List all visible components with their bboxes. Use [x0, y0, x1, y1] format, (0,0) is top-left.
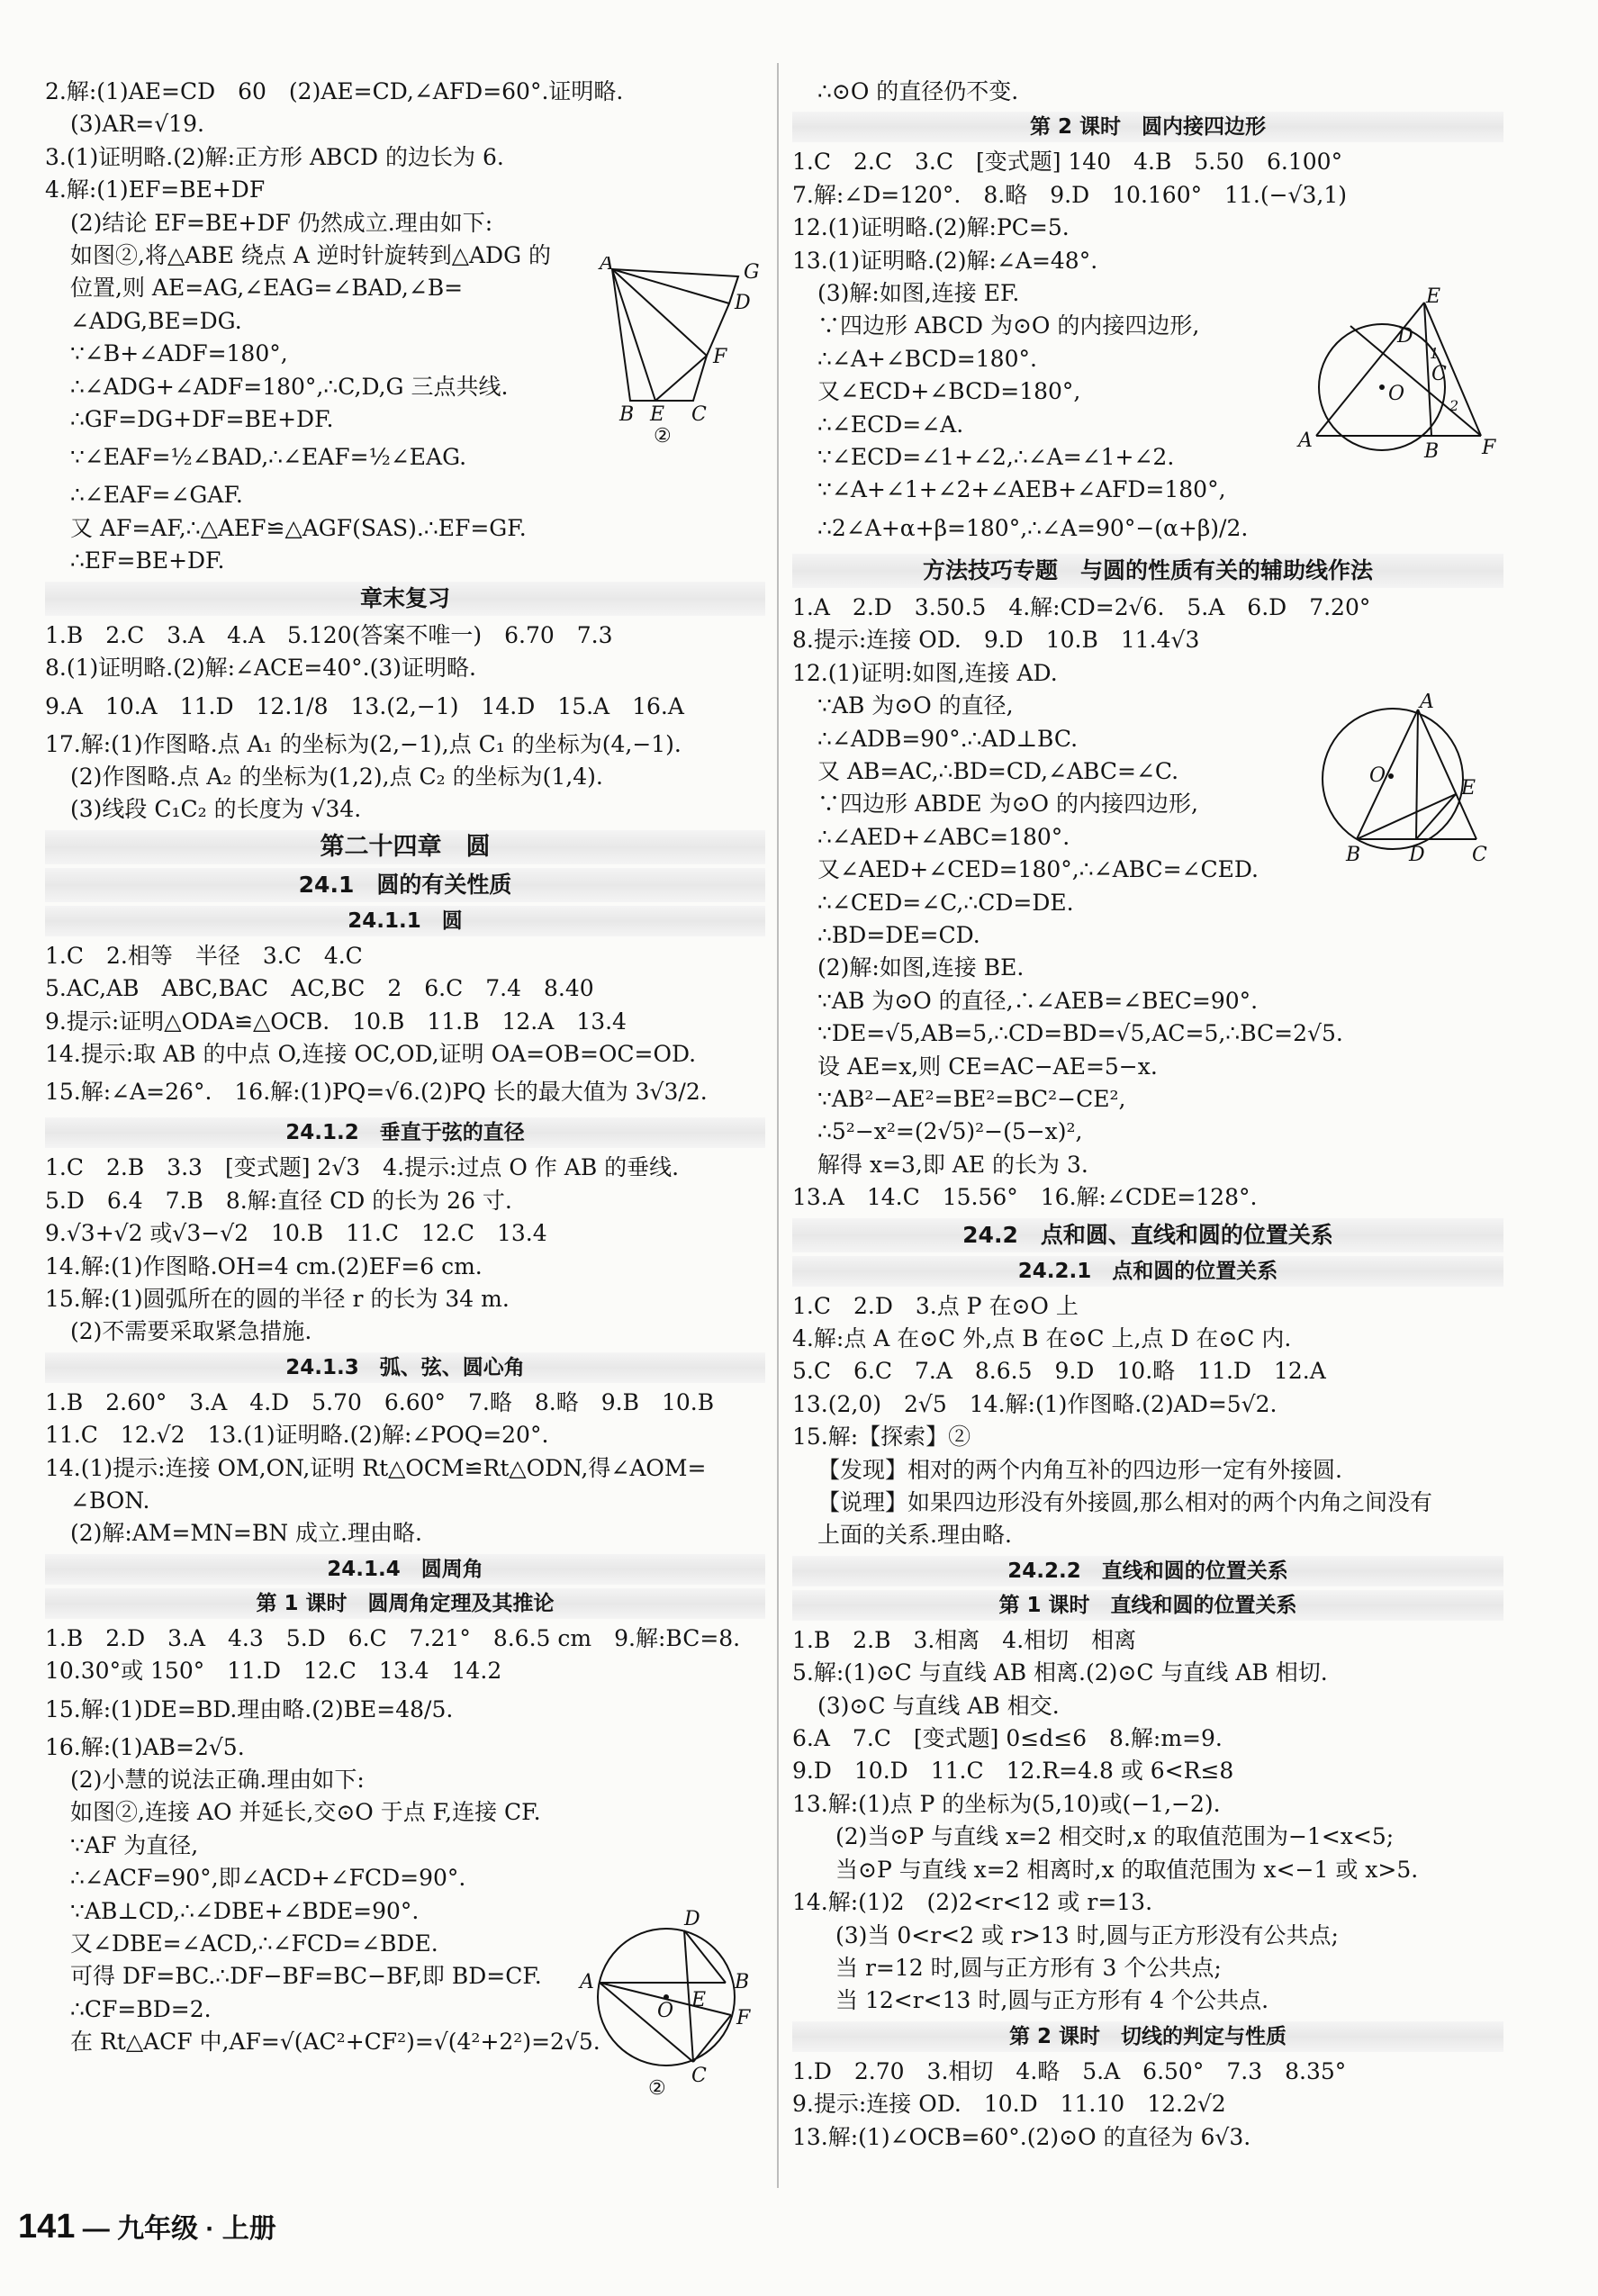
answer-line: 又 AF=AF,∴△AEF≌△AGF(SAS).∴EF=GF.	[70, 514, 527, 541]
fig-label: A	[600, 257, 614, 275]
answer-line: 5.C 6.C 7.A 8.6.5 9.D 10.略 11.D 12.A	[792, 1358, 1326, 1385]
answer-line: 设 AE=x,则 CE=AC−AE=5−x.	[817, 1053, 1158, 1080]
answer-line: 如图②,将△ABE 绕点 A 逆时针旋转到△ADG 的	[70, 242, 551, 269]
answer-line: 9.提示:连接 OD. 10.D 11.10 12.2√2	[792, 2091, 1226, 2118]
answer-line: 1.D 2.70 3.相切 4.略 5.A 6.50° 7.3 8.35°	[792, 2057, 1347, 2084]
answer-line: 1.B 2.D 3.A 4.3 5.D 6.C 7.21° 8.6.5 cm 9.解:BC=8.	[45, 1624, 741, 1651]
answer-line: 9.√3+√2 或√3−√2 10.B 11.C 12.C 13.4	[45, 1220, 547, 1247]
answer-line: ∵∠EAF=½∠BAD,∴∠EAF=½∠EAG.	[70, 444, 467, 471]
answer-line: ∴∠A+∠BCD=180°.	[817, 345, 1037, 372]
page-number: 141	[18, 2208, 76, 2246]
section-heading: 24.1.2 垂直于弦的直径	[45, 1117, 765, 1148]
answer-line: 如图②,连接 AO 并延长,交⊙O 于点 F,连接 CF.	[70, 1799, 541, 1826]
fig-label: C	[691, 2065, 707, 2087]
answer-line: ∵四边形 ABDE 为⊙O 的内接四边形,	[817, 791, 1198, 818]
section-heading: 24.1 圆的有关性质	[45, 868, 765, 902]
answer-line: 15.解:【探索】②	[792, 1424, 971, 1451]
answer-line: ∴CF=BD=2.	[70, 1995, 212, 2022]
answer-line: 7.解:∠D=120°. 8.略 9.D 10.160° 11.(−√3,1)	[792, 181, 1348, 208]
fig-label: F	[736, 2007, 751, 2029]
fig-label: B	[619, 403, 635, 426]
answer-line: (3)AR=√19.	[70, 111, 204, 138]
answer-line: (2)当⊙P 与直线 x=2 相交时,x 的取值范围为−1<x<5;	[835, 1823, 1395, 1850]
answer-line: 16.解:(1)AB=2√5.	[45, 1733, 245, 1760]
answer-line: 13.解:(1)点 P 的坐标为(5,10)或(−1,−2).	[792, 1790, 1221, 1817]
answer-line: 【说理】如果四边形没有外接圆,那么相对的两个内角之间没有	[817, 1489, 1432, 1516]
answer-line: 12.(1)证明:如图,连接 AD.	[792, 659, 1058, 686]
section-heading: 章末复习	[45, 582, 765, 616]
footer-grade: 九年级 · 上册	[117, 2214, 276, 2244]
answer-line: 在 Rt△ACF 中,AF=√(AC²+CF²)=√(4²+2²)=2√5.	[70, 2029, 600, 2056]
answer-line: ∴∠ACF=90°,即∠ACD+∠FCD=90°.	[70, 1865, 466, 1892]
answer-line: 上面的关系.理由略.	[817, 1522, 1012, 1549]
answer-line: 解得 x=3,即 AE 的长为 3.	[817, 1151, 1088, 1178]
answer-line: 15.解:∠A=26°. 16.解:(1)PQ=√6.(2)PQ 长的最大值为 3√3/2.	[45, 1079, 708, 1106]
answer-line: 12.(1)证明略.(2)解:PC=5.	[792, 214, 1070, 241]
answer-line: 当 12<r<13 时,圆与正方形有 4 个公共点.	[835, 1987, 1269, 2014]
fig-label: E	[691, 1989, 707, 2011]
answer-line: 13.(2,0) 2√5 14.解:(1)作图略.(2)AD=5√2.	[792, 1390, 1277, 1417]
answer-line: (2)小慧的说法正确.理由如下:	[70, 1767, 365, 1794]
fig-label: C	[1472, 844, 1487, 866]
answer-line: 15.解:(1)圆弧所在的圆的半径 r 的长为 34 m.	[45, 1285, 510, 1312]
fig-label: A	[580, 1971, 594, 1993]
section-heading: 第 2 课时 切线的判定与性质	[792, 2021, 1503, 2052]
answer-line: 位置,则 AE=AG,∠EAG=∠BAD,∠B=	[70, 275, 464, 302]
fig-label: O	[657, 2000, 674, 2022]
answer-line: 1.B 2.C 3.A 4.A 5.120(答案不唯一) 6.70 7.3	[45, 621, 613, 648]
answer-line: 1.C 2.B 3.3 [变式题] 2√3 4.提示:过点 O 作 AB 的垂线.	[45, 1154, 680, 1181]
figure-q16-circle	[576, 1909, 765, 2098]
answer-line: 11.C 12.√2 13.(1)证明略.(2)解:∠POQ=20°.	[45, 1422, 549, 1449]
answer-line: 1.C 2.C 3.C [变式题] 140 4.B 5.50 6.100°	[792, 149, 1343, 176]
answer-line: ∴⊙O 的直径仍不变.	[817, 78, 1019, 104]
fig-caption: ②	[648, 2077, 666, 2098]
answer-line: ∵∠ECD=∠1+∠2,∴∠A=∠1+∠2.	[817, 444, 1175, 471]
section-heading: 24.1.1 圆	[45, 906, 765, 936]
answer-line: ∴∠ADG+∠ADF=180°,∴C,D,G 三点共线.	[70, 373, 509, 400]
answer-line: ∵AB²−AE²=BE²=BC²−CE²,	[817, 1085, 1126, 1112]
answer-line: ∴∠AED+∠ABC=180°.	[817, 823, 1070, 850]
answer-line: ∵∠B+∠ADF=180°,	[70, 340, 288, 367]
section-heading: 第二十四章 圆	[45, 830, 765, 864]
answer-line: ∴5²−x²=(2√5)²−(5−x)²,	[817, 1118, 1083, 1145]
fig-label: E	[1426, 286, 1441, 308]
answer-line: 又∠AED+∠CED=180°,∴∠ABC=∠CED.	[817, 856, 1259, 883]
answer-line: (2)结论 EF=BE+DF 仍然成立.理由如下:	[70, 209, 493, 236]
answer-line: ∴∠CED=∠C,∴CD=DE.	[817, 889, 1074, 916]
figure-q4-quadrilateral	[594, 257, 774, 446]
answer-line: (3)当 0<r<2 或 r>13 时,圆与正方形没有公共点;	[835, 1921, 1339, 1948]
fig-label: B	[735, 1971, 750, 1993]
answer-line: 9.A 10.A 11.D 12.1/8 13.(2,−1) 14.D 15.A 16.A	[45, 692, 684, 719]
answer-line: 14.解:(1)2 (2)2<r<12 或 r=13.	[792, 1889, 1153, 1916]
answer-line: 8.提示:连接 OD. 9.D 10.B 11.4√3	[792, 627, 1200, 654]
fig-label: A	[1298, 429, 1313, 452]
answer-line: ∴∠EAF=∠GAF.	[70, 482, 243, 509]
answer-line: ∵AB 为⊙O 的直径,∴∠AEB=∠BEC=90°.	[817, 987, 1259, 1014]
footer-dash: —	[82, 2214, 110, 2244]
answer-line: 13.解:(1)∠OCB=60°.(2)⊙O 的直径为 6√3.	[792, 2123, 1251, 2150]
answer-line: 可得 DF=BC.∴DF−BF=BC−BF,即 BD=CF.	[70, 1963, 542, 1990]
answer-line: ∴GF=DG+DF=BE+DF.	[70, 406, 334, 433]
answer-line: ∵AB 为⊙O 的直径,	[817, 692, 1014, 719]
answer-line: ∵AB⊥CD,∴∠DBE+∠BDE=90°.	[70, 1897, 420, 1924]
fig-label: G	[744, 261, 760, 284]
answer-line: ∴2∠A+α+β=180°,∴∠A=90°−(α+β)/2.	[817, 514, 1249, 541]
answer-line: 4.解:(1)EF=BE+DF	[45, 176, 266, 203]
fig-caption: ②	[654, 425, 672, 446]
answer-line: 1.B 2.60° 3.A 4.D 5.70 6.60° 7.略 8.略 9.B 10.B	[45, 1388, 715, 1415]
answer-line: ∵AF 为直径,	[70, 1831, 199, 1858]
answer-line: 1.A 2.D 3.50.5 4.解:CD=2√6. 5.A 6.D 7.20°	[792, 593, 1371, 620]
answer-line: 2.解:(1)AE=CD 60 (2)AE=CD,∠AFD=60°.证明略.	[45, 78, 624, 104]
answer-line: 1.B 2.B 3.相离 4.相切 相离	[792, 1626, 1137, 1653]
figure-q12-circle	[1319, 693, 1499, 869]
fig-label: E	[1461, 777, 1476, 800]
answer-line: 1.C 2.D 3.点 P 在⊙O 上	[792, 1292, 1079, 1319]
answer-line: 3.(1)证明略.(2)解:正方形 ABCD 的边长为 6.	[45, 143, 504, 170]
answer-line: 当 r=12 时,圆与正方形有 3 个公共点;	[835, 1954, 1222, 1981]
section-heading: 方法技巧专题 与圆的性质有关的辅助线作法	[792, 554, 1503, 588]
fig-label: C	[691, 403, 707, 426]
answer-line: 14.解:(1)作图略.OH=4 cm.(2)EF=6 cm.	[45, 1252, 483, 1279]
section-heading: 24.1.4 圆周角	[45, 1554, 765, 1585]
section-heading: 24.1.3 弧、弦、圆心角	[45, 1352, 765, 1383]
answer-line: (3)线段 C₁C₂ 的长度为 √34.	[70, 796, 362, 823]
answer-line: 15.解:(1)DE=BD.理由略.(2)BE=48/5.	[45, 1695, 454, 1722]
answer-line: 5.解:(1)⊙C 与直线 AB 相离.(2)⊙C 与直线 AB 相切.	[792, 1659, 1328, 1686]
answer-line: 6.A 7.C [变式题] 0≤d≤6 8.解:m=9.	[792, 1725, 1223, 1752]
section-heading: 24.2.1 点和圆的位置关系	[792, 1256, 1503, 1287]
answer-line: ∵四边形 ABCD 为⊙O 的内接四边形,	[817, 312, 1200, 339]
answer-line: (2)解:AM=MN=BN 成立.理由略.	[70, 1520, 422, 1547]
fig-label: B	[1346, 844, 1361, 866]
answer-line: ∵∠A+∠1+∠2+∠AEB+∠AFD=180°,	[817, 476, 1226, 503]
answer-line: ∠BON.	[70, 1487, 150, 1514]
answer-line: 8.(1)证明略.(2)解:∠ACE=40°.(3)证明略.	[45, 655, 476, 682]
answer-line: 10.30°或 150° 11.D 12.C 13.4 14.2	[45, 1658, 502, 1685]
answer-line: (2)作图略.点 A₂ 的坐标为(1,2),点 C₂ 的坐标为(1,4).	[70, 763, 603, 790]
answer-line: ∴BD=DE=CD.	[817, 921, 980, 948]
answer-line: 14.(1)提示:连接 OM,ON,证明 Rt△OCM≌Rt△ODN,得∠AOM=	[45, 1454, 707, 1481]
fig-label: 2	[1449, 397, 1459, 414]
fig-label: C	[1431, 363, 1447, 385]
answer-line: (3)解:如图,连接 EF.	[817, 280, 1020, 307]
fig-label: O	[1369, 764, 1386, 787]
answer-line: ∴EF=BE+DF.	[70, 547, 225, 574]
answer-line: 又∠DBE=∠ACD,∴∠FCD=∠BDE.	[70, 1930, 438, 1957]
fig-label: A	[1420, 693, 1434, 713]
page-footer	[18, 2206, 276, 2246]
fig-label: B	[1424, 440, 1440, 463]
answer-line: 5.AC,AB ABC,BAC AC,BC 2 6.C 7.4 8.40	[45, 975, 594, 1002]
answer-line: 13.(1)证明略.(2)解:∠A=48°.	[792, 247, 1098, 274]
answer-line: 当⊙P 与直线 x=2 相离时,x 的取值范围为 x<−1 或 x>5.	[835, 1856, 1419, 1883]
answer-line: 13.A 14.C 15.56° 16.解:∠CDE=128°.	[792, 1184, 1258, 1211]
answer-line: (2)不需要采取紧急措施.	[70, 1318, 312, 1345]
fig-label: 1	[1430, 345, 1440, 362]
answer-line: 【发现】相对的两个内角互补的四边形一定有外接圆.	[817, 1456, 1342, 1483]
fig-label: O	[1388, 383, 1405, 405]
fig-label: D	[735, 292, 751, 314]
answer-line: (2)解:如图,连接 BE.	[817, 954, 1025, 981]
section-heading: 24.2 点和圆、直线和圆的位置关系	[792, 1218, 1503, 1252]
figure-q13-cyclic	[1296, 286, 1499, 466]
answer-line: 17.解:(1)作图略.点 A₁ 的坐标为(2,−1),点 C₁ 的坐标为(4,−1).	[45, 730, 682, 757]
answer-line: 9.提示:证明△ODA≌△OCB. 10.B 11.B 12.A 13.4	[45, 1008, 627, 1035]
section-heading: 第 1 课时 圆周角定理及其推论	[45, 1588, 765, 1619]
answer-line: 5.D 6.4 7.B 8.解:直径 CD 的长为 26 寸.	[45, 1187, 512, 1214]
fig-label: E	[650, 403, 665, 426]
column-divider	[777, 63, 779, 2188]
fig-label: D	[684, 1909, 700, 1930]
answer-line: ∵DE=√5,AB=5,∴CD=BD=√5,AC=5,∴BC=2√5.	[817, 1020, 1343, 1047]
answer-line: 又∠ECD+∠BCD=180°,	[817, 378, 1081, 405]
section-heading: 第 1 课时 直线和圆的位置关系	[792, 1590, 1503, 1621]
answer-line: 4.解:点 A 在⊙C 外,点 B 在⊙C 上,点 D 在⊙C 内.	[792, 1325, 1292, 1351]
answer-line: ∴∠ADB=90°.∴AD⊥BC.	[817, 725, 1079, 752]
answer-line: ∠ADG,BE=DG.	[70, 307, 242, 334]
fig-label: F	[1482, 437, 1496, 459]
answer-line: 9.D 10.D 11.C 12.R=4.8 或 6<R≤8	[792, 1758, 1234, 1785]
answer-line: (3)⊙C 与直线 AB 相交.	[817, 1692, 1060, 1719]
fig-label: F	[713, 346, 727, 368]
answer-line: 1.C 2.相等 半径 3.C 4.C	[45, 942, 363, 969]
section-heading: 第 2 课时 圆内接四边形	[792, 112, 1503, 142]
fig-label: D	[1397, 325, 1413, 348]
fig-label: D	[1409, 844, 1425, 866]
answer-line: ∴∠ECD=∠A.	[817, 411, 964, 438]
answer-line: 14.提示:取 AB 的中点 O,连接 OC,OD,证明 OA=OB=OC=OD.	[45, 1040, 697, 1067]
answer-line: 又 AB=AC,∴BD=CD,∠ABC=∠C.	[817, 757, 1179, 784]
section-heading: 24.2.2 直线和圆的位置关系	[792, 1556, 1503, 1586]
